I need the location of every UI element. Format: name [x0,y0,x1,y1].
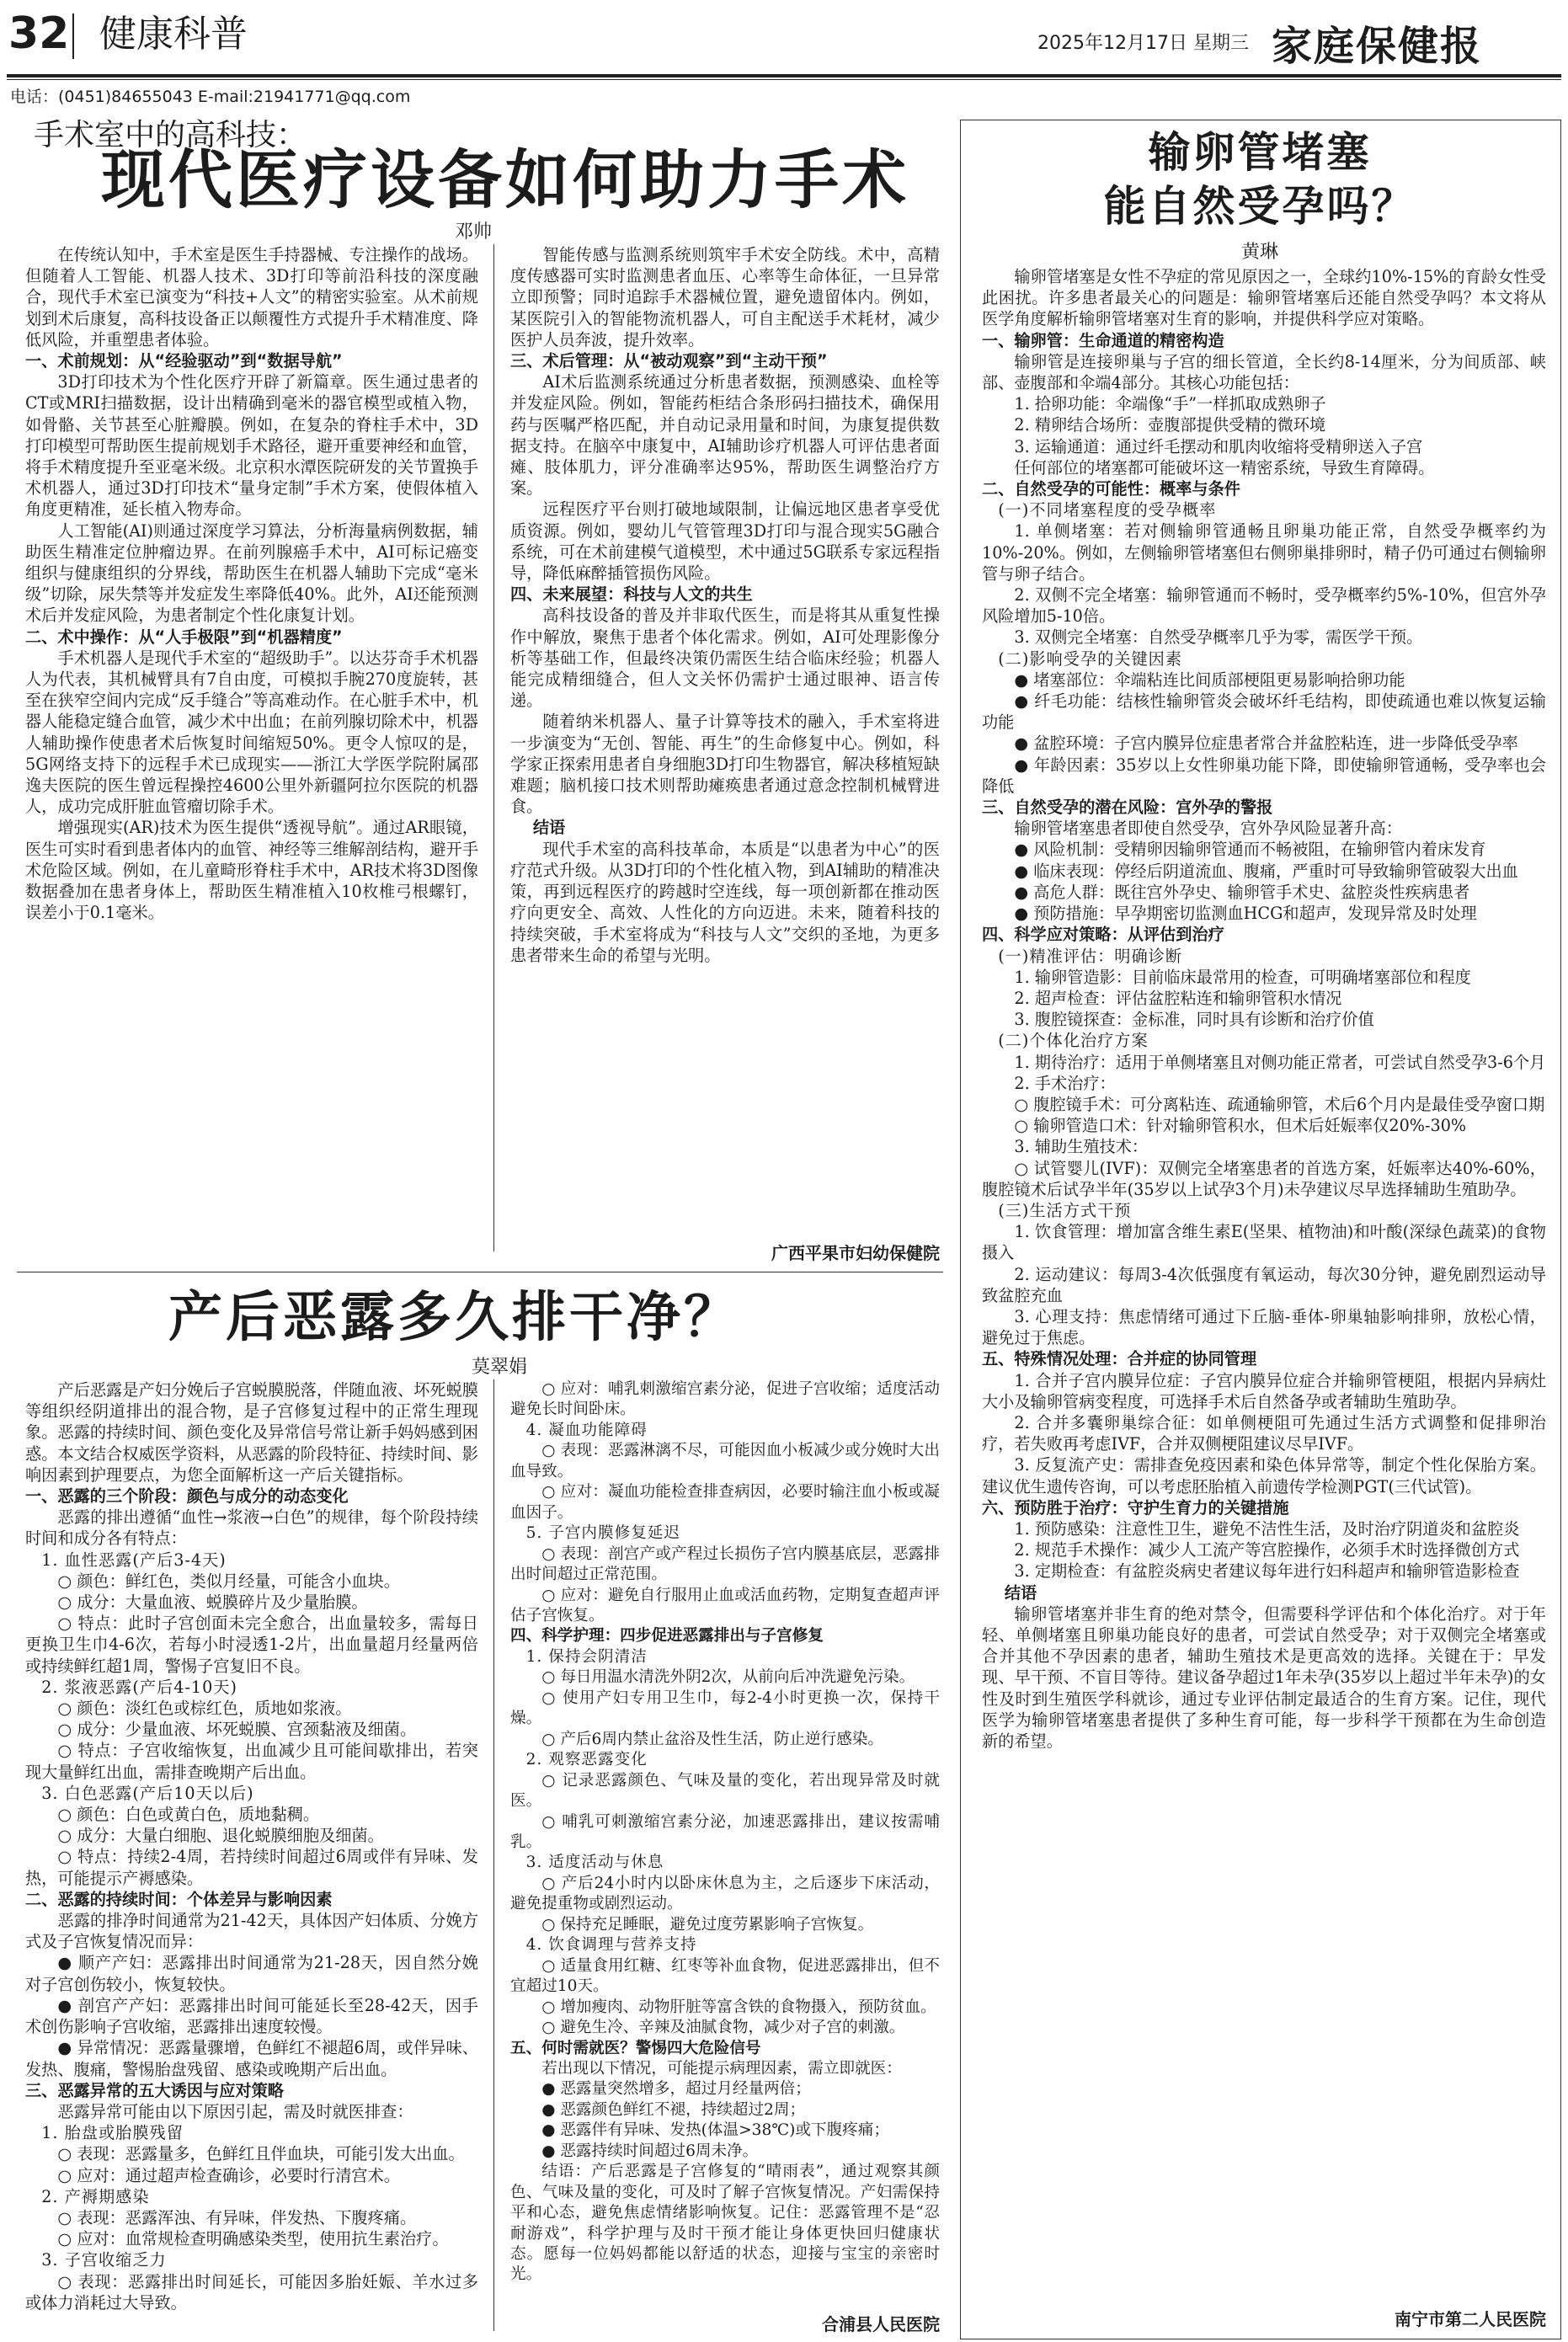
body-paragraph: ○ 表现：恶露排出时间延长，可能因多胎妊娠、羊水过多或体力消耗过大导致。 [25,2271,478,2313]
body-paragraph: ● 年龄因素：35岁以上女性卵巢功能下降，即使输卵管通畅，受孕率也会降低 [982,755,1546,796]
section-heading: 三、术后管理：从“被动观察”到“主动干预” [510,351,828,371]
subsection-heading: 2. 浆液恶露(产后4-10天) [41,1677,237,1697]
body-paragraph: ○ 颜色：鲜红色，类似月经量，可能含小血块。 [57,1571,400,1591]
body-paragraph: 远程医疗平台则打破地域限制，让偏远地区患者享受优质资源。例如，婴幼儿气管管理3D打印与混合现实5G融合系统，可在术前建模气道模型，术中通过5G联系专家远程指导，降低麻醉插管损伤风险。 [510,499,940,584]
body-paragraph: ● 高危人群：既往宫外孕史、输卵管手术史、盆腔炎性疾病患者 [1014,882,1470,902]
body-paragraph: 2. 手术治疗： [1014,1073,1116,1093]
subsection-heading: 5. 子宫内膜修复延迟 [525,1524,680,1543]
section-heading: 五、特殊情况处理：合并症的协同管理 [982,1349,1257,1369]
body-paragraph: 人工智能(AI)则通过深度学习算法，分析海量病例数据，辅助医生精准定位肿瘤边界。在前列腺癌手术中，AI可标记癌变组织与健康组织的分界线，帮助医生在机器人辅助下完成“毫米级”切除，尿失禁等并发症发生率降低40%。此外，AI还能预测术后并发症风险，为患者制定个性化康复计划。 [25,520,478,626]
body-paragraph: 3. 定期检查：有盆腔炎病史者建议每年进行妇科超声和输卵管造影检查 [1014,1561,1520,1582]
body-paragraph: 3. 反复流产史：需排查免疫因素和染色体异常等，制定个性化保胎方案。建议优生遗传咨询，可以考虑胚胎植入前遗传学检测PGT(三代试管)。 [982,1455,1546,1496]
article2-column-2 [510,1379,940,2309]
contact-line: 电话：(0451)84655043 E-mail:21941771@qq.com [10,88,411,106]
body-paragraph: 1. 输卵管造影：目前临床最常用的检查，可明确堵塞部位和程度 [1014,967,1471,987]
body-paragraph: ● 盆腔环境：子宫内膜异位症患者常合并盆腔粘连，进一步降低受孕率 [1014,734,1518,754]
section-heading: 一、输卵管：生命通道的精密构造 [982,330,1224,350]
body-paragraph: ○ 哺乳可刺激缩宫素分泌，加速恶露排出，建议按需哺乳。 [510,1812,940,1851]
body-paragraph: ○ 应对：血常规检查明确感染类型，使用抗生素治疗。 [57,2229,449,2249]
section-heading: 三、自然受孕的潜在风险：宫外孕的警报 [982,798,1273,818]
body-paragraph: 3D打印技术为个性化医疗开辟了新篇章。医生通过患者的CT或MRI扫描数据，设计出精确到毫米的器官模型或植入物，如骨骼、关节甚至心脏瓣膜。例如，在复杂的脊柱手术中，3D打印模型可帮助医生提前规划手术路径，避开重要神经和血管，将手术精度提升至亚毫米级。北京积水潭医院研发的关节置换手术机器人，通过3D打印技术“量身定制”手术方案，使假体植入角度更精准，延长植入物寿命。 [25,372,478,520]
body-paragraph: ● 恶露颜色鲜红不褪，持续超过2周； [541,2100,806,2119]
body-paragraph: ○ 成分：少量血液、坏死蜕膜、宫颈黏液及细菌。 [57,1720,417,1740]
article2-column-1 [25,1379,478,2336]
article3-body [982,266,1546,2297]
section-title: 健康科普 [99,13,248,56]
subsection-heading: 1. 保持会阴清洁 [525,1647,648,1666]
body-paragraph: ○ 表现：恶露淋漓不尽，可能因血小板减少或分娩时大出血导致。 [510,1442,940,1480]
body-paragraph: 恶露的排出遵循“血性→浆液→白色”的规律，每个阶段持续时间和成分各有特点： [25,1507,478,1549]
section-heading: 六、预防胜于治疗：守护生育力的关键措施 [982,1497,1289,1518]
section-heading: 一、术前规划：从“经验驱动”到“数据导航” [25,351,343,371]
body-paragraph: ○ 颜色：白色或黄白色，质地黏稠。 [57,1805,320,1825]
section-heading: 一、恶露的三个阶段：颜色与成分的动态变化 [25,1486,349,1507]
article2-source: 合浦县人民医院 [822,2314,940,2334]
body-paragraph: ○ 表现：恶露浑浊、有异味，伴发热、下腹疼痛。 [57,2207,417,2227]
subsection-heading: 2. 观察恶露变化 [525,1751,648,1769]
body-paragraph: 产后恶露是产妇分娩后子宫蜕膜脱落，伴随血液、坏死蜕膜等组织经阴道排出的混合物，是子宫修复过程中的正常生理现象。恶露的持续时间、颜色变化及异常信号常让新手妈妈感到困惑。本文结合权威医学资料，从恶露的阶段特征、持续时间、影响因素到护理要点，为您全面解析这一产后关键指标。 [25,1380,478,1485]
body-paragraph: 输卵管堵塞并非生育的绝对禁令，但需要科学评估和个体化治疗。对于年轻、单侧堵塞且卵巢功能良好的患者，可尝试自然受孕；对于双侧完全堵塞或合并其他不孕因素的患者，辅助生殖技术是更高效的选择。关键在于：早发现、早干预、不盲目等待。建议备孕超过1年未孕(35岁以上超过半年未孕)的女性及时到生殖医学科就诊，通过专业评估制定最适合的生育方案。记住，现代医学为输卵管堵塞患者提供了多种生育可能，每一步科学干预都在为生命创造新的希望。 [982,1603,1546,1752]
article3-author: 黄琳 [1240,242,1278,263]
section-heading: 二、自然受孕的可能性：概率与条件 [982,479,1240,499]
body-paragraph: 1. 合并子宫内膜异位症：子宫内膜异位症合并输卵管梗阻，根据内异病灶大小及输卵管病变程度，可选择手术后自然备孕或者辅助生殖助孕。 [982,1370,1546,1411]
body-paragraph: ○ 表现：剖宫产或产程过长损伤子宫内膜基底层，恶露排出时间超过正常范围。 [510,1544,940,1584]
body-paragraph: 输卵管是连接卵巢与子宫的细长管道，全长约8-14厘米，分为间质部、峡部、壶腹部和伞端4部分。其核心功能包括： [982,351,1546,393]
body-paragraph: 现代手术室的高科技革命，本质是“以患者为中心”的医疗范式升级。从3D打印的个性化植入物，到AI辅助的精准决策，再到远程医疗的跨越时空连线，每一项创新都在推动医疗向更安全、高效、人性化的方向迈进。未来，随着科技的持续突破，手术室将成为“科技与人文”交织的圣地，为更多患者带来生命的希望与光明。 [510,839,940,965]
article1-column-1 [25,244,478,1260]
subsection-heading: 1. 血性恶露(产后3-4天) [41,1550,227,1570]
body-paragraph: 1. 预防感染：注意性卫生，避免不洁性生活，及时治疗阴道炎和盆腔炎 [1014,1518,1520,1539]
subsection-heading: (二)影响受孕的关键因素 [998,648,1183,669]
body-paragraph: ○ 使用产妇专用卫生巾，每2-4小时更换一次，保持干燥。 [510,1688,940,1728]
body-paragraph: 1. 拾卵功能：伞端像“手”一样抓取成熟卵子 [1014,394,1326,414]
section-heading: 二、术中操作：从“人手极限”到“机器精度” [25,627,343,647]
body-paragraph: ○ 表现：恶露量多，色鲜红且伴血块，可能引发大出血。 [57,2144,465,2164]
body-paragraph: 恶露异常可能由以下原因引起，需及时就医排查： [57,2101,413,2121]
body-paragraph: ● 堵塞部位：伞端粘连比间质部梗阻更易影响拾卵功能 [1014,670,1405,690]
subsection-heading: 4. 凝血功能障碍 [525,1421,648,1439]
body-paragraph: 任何部位的堵塞都可能破坏这一精密系统，导致生育障碍。 [1014,457,1435,477]
body-paragraph: 若出现以下情况，可能提示病理因素，需立即就医： [541,2059,902,2078]
body-paragraph: ● 异常情况：恶露量骤增，色鲜红不褪超6周，或伴异味、发热、腹痛，警惕胎盘残留、感染或晚期产后出血。 [25,2038,478,2079]
body-paragraph: 2. 合并多囊卵巢综合征：如单侧梗阻可先通过生活方式调整和促排卵治疗，若失败再考虑IVF，合并双侧梗阻建议尽早IVF。 [982,1412,1546,1454]
article3-title-line2: 能自然受孕吗？ [1103,181,1416,231]
subsection-heading: 3. 白色恶露(产后10天以后) [41,1783,254,1803]
header-rule-thin [7,79,1561,80]
body-paragraph: ● 预防措施：早孕期密切监测血HCG和超声，发现异常及时处理 [1014,904,1477,924]
body-paragraph: ○ 颜色：淡红色或棕红色，质地如浆液。 [57,1699,352,1719]
conclusion-heading: 结语 [532,818,566,838]
article2-author: 莫翠娟 [472,1357,528,1378]
body-paragraph: 3. 双侧完全堵塞：自然受孕概率几乎为零，需医学干预。 [1014,627,1423,648]
column-divider [493,244,494,1251]
page-number: 32 [8,8,70,59]
body-paragraph: 手术机器人是现代手术室的“超级助手”。以达芬奇手术机器人为代表，其机械臂具有7自由度，可模拟手腕270度旋转，甚至在狭窄空间内完成“反手缝合”等高难动作。在心脏手术中，机器人能稳定缝合血管，减少术中出血；在前列腺切除术中，机器人辅助操作使患者术后恢复时间缩短50%。更令人惊叹的是，5G网络支持下的远程手术已成现实——浙江大学医学院附属邵逸夫医院的医生曾远程操控4600公里外新疆阿拉尔医院的机器人，成功完成肝脏血管瘤切除手术。 [25,648,478,817]
newspaper-title: 家庭保健报 [1272,23,1483,70]
body-paragraph: ○ 特点：子宫收缩恢复，出血减少且可能间歇排出，若突现大量鲜红出血，需排查晚期产后出血。 [25,1741,478,1782]
header-rule [7,74,1561,77]
section-heading: 五、何时需就医？警惕四大危险信号 [510,2039,761,2057]
issue-date: 2025年12月17日 星期三 [1037,33,1249,54]
article1-column-2 [510,244,940,1238]
body-paragraph: 2. 精卵结合场所：壶腹部提供受精的微环境 [1014,415,1326,435]
article1-kicker: 手术室中的高科技： [34,118,307,152]
conclusion-heading: 结语 [1004,1582,1037,1603]
body-paragraph: 1. 饮食管理：增加富含维生素E(坚果、植物油)和叶酸(深绿色蔬菜)的食物摄入 [982,1222,1546,1263]
body-paragraph: 智能传感与监测系统则筑牢手术安全防线。术中，高精度传感器可实时监测患者血压、心率等生命体征，一旦异常立即预警；同时追踪手术器械位置，避免遗留体内。例如，某医院引入的智能物流机器人，可自主配送手术耗材，减少医护人员奔波，提升效率。 [510,245,940,349]
body-paragraph: 3. 辅助生殖技术： [1014,1137,1149,1157]
body-paragraph: 输卵管堵塞是女性不孕症的常见原因之一，全球约10%-15%的育龄女性受此困扰。许多患者最关心的问题是：输卵管堵塞后还能自然受孕吗？本文将从医学角度解析输卵管堵塞对生育的影响，并提供科学应对策略。 [982,267,1546,329]
body-paragraph: 输卵管堵塞患者即使自然受孕，宫外孕风险显著升高： [1014,819,1402,839]
body-paragraph: ○ 保持充足睡眠，避免过度劳累影响子宫恢复。 [541,1915,874,1934]
body-paragraph: ● 顺产产妇：恶露排出时间通常为21-28天，因自然分娩对子宫创伤较小，恢复较快。 [25,1953,478,1994]
section-heading: 四、未来展望：科技与人文的共生 [510,584,753,605]
body-paragraph: ● 临床表现：停经后阴道流血、腹痛，严重时可导致输卵管破裂大出血 [1014,861,1518,881]
body-paragraph: ○ 应对：哺乳刺激缩宫素分泌，促进子宫收缩；适度活动避免长时间卧床。 [510,1380,940,1419]
subsection-heading: 4. 饮食调理与营养支持 [525,1936,697,1955]
article2-title: 产后恶露多久排干净？ [168,1286,741,1349]
body-paragraph: ● 恶露量突然增多，超过月经量两倍； [541,2080,811,2099]
section-heading: 四、科学护理：四步促进恶露排出与子宫修复 [510,1627,824,1646]
body-paragraph: ○ 特点：持续2-4周，若持续时间超过6周或伴有异味、发热，可能提示产褥感染。 [25,1847,478,1888]
body-paragraph: ○ 产后6周内禁止盆浴及性生活，防止逆行感染。 [541,1730,884,1748]
body-paragraph: ○ 应对：凝血功能检查排查病因，必要时输注血小板或凝血因子。 [510,1483,940,1522]
body-paragraph: 随着纳米机器人、量子计算等技术的融入，手术室将进一步演变为“无创、智能、再生”的生命修复中心。例如，科学家正探索用患者自身细胞3D打印生物器官，解决移植短缺难题；脑机接口技术则帮助瘫痪患者通过意念控制机械臂进食。 [510,712,940,817]
article1-source: 广西平果市妇幼保健院 [771,1243,940,1263]
subsection-heading: 1. 胎盘或胎膜残留 [41,2123,184,2143]
subsection-heading: (二)个体化治疗方案 [998,1031,1149,1051]
subsection-heading: 3. 适度活动与休息 [525,1854,664,1872]
section-heading: 三、恶露异常的五大诱因与应对策略 [25,2080,284,2100]
body-paragraph: 2. 规范手术操作：减少人工流产等宫腔操作，必须手术时选择微创方式 [1014,1540,1520,1560]
body-paragraph: ● 剖宫产产妇：恶露排出时间可能延长至28-42天，因手术创伤影响子宫收缩，恶露排出速度较慢。 [25,1995,478,2037]
body-paragraph: ○ 增加瘦肉、动物肝脏等富含铁的食物摄入，预防贫血。 [541,1998,936,2016]
body-paragraph: ○ 产后24小时内以卧床休息为主，之后逐步下床活动，避免提重物或剧烈运动。 [510,1874,940,1913]
subsection-heading: 3. 子宫收缩乏力 [41,2250,167,2270]
header-divider [72,13,74,59]
body-paragraph: ○ 应对：通过超声检查确诊，必要时行清宫术。 [57,2165,400,2185]
body-paragraph: 2. 运动建议：每周3-4次低强度有氧运动，每次30分钟，避免剧烈运动导致盆腔充血 [982,1264,1546,1305]
body-paragraph: ○ 成分：大量白细胞、退化蜕膜细胞及细菌。 [57,1826,384,1846]
body-paragraph: ● 纤毛功能：结核性输卵管炎会破坏纤毛结构，即使疏通也难以恢复运输功能 [982,691,1546,733]
body-paragraph: 3. 运输通道：通过纤毛摆动和肌肉收缩将受精卵送入子宫 [1014,436,1423,456]
body-paragraph: ○ 腹腔镜手术：可分离粘连、疏通输卵管，术后6个月内是最佳受孕窗口期 [1014,1094,1545,1114]
body-paragraph: 增强现实(AR)技术为医生提供“透视导航”。通过AR眼镜，医生可实时看到患者体内的血管、神经等三维解剖结构，避开手术危险区域。例如，在儿童畸形脊柱手术中，AR技术将3D图像数据叠加在患者身体上，帮助医生精准植入10枚椎弓根螺钉，误差小于0.1毫米。 [25,818,478,923]
body-paragraph: 2. 超声检查：评估盆腔粘连和输卵管积水情况 [1014,988,1342,1008]
body-paragraph: 恶露的排净时间通常为21-42天，具体因产妇体质、分娩方式及子宫恢复情况而异： [25,1911,478,1952]
body-paragraph: 高科技设备的普及并非取代医生，而是将其从重复性操作中解放，聚焦于患者个体化需求。例如，AI可处理影像分析等基础工作，但最终决策仍需医生结合临床经验；机器人能完成精细缝合，但人文关怀仍需护士通过眼神、语言传递。 [510,606,940,711]
body-paragraph: ○ 成分：大量血液、蜕膜碎片及少量胎膜。 [57,1592,368,1613]
body-paragraph: 在传统认知中，手术室是医生手持器械、专注操作的战场。但随着人工智能、机器人技术、3D打印等前沿科技的深度融合，现代手术室已演变为“科技+人文”的精密实验室。从术前规划到术后康复，高科技设备正以颠覆性方式提升手术精准度、降低风险，并重塑患者体验。 [25,245,478,349]
body-paragraph: ○ 输卵管造口术：针对输卵管积水，但术后妊娠率仅20%-30% [1014,1116,1467,1136]
body-paragraph: ○ 记录恶露颜色、气味及量的变化，若出现异常及时就医。 [510,1771,940,1811]
subsection-heading: 2. 产褥期感染 [41,2186,150,2206]
subsection-heading: (一)精准评估：明确诊断 [998,946,1183,966]
body-paragraph: 3. 腹腔镜探查：金标准，同时具有诊断和治疗价值 [1014,1010,1374,1030]
body-paragraph: ○ 试管婴儿(IVF)：双侧完全堵塞患者的首选方案，妊娠率达40%-60%，腹腔镜术后试孕半年(35岁以上试孕3个月)未孕建议尽早选择辅助生殖助孕。 [982,1158,1546,1199]
body-paragraph: ● 风险机制：受精卵因输卵管通而不畅被阻，在输卵管内着床发育 [1014,840,1486,860]
body-paragraph: ○ 每日用温水清洗外阴2次，从前向后冲洗避免污染。 [541,1668,915,1687]
body-paragraph: ○ 避免生冷、辛辣及油腻食物，减少对子宫的刺激。 [541,2019,905,2037]
body-paragraph: 1. 单侧堵塞：若对侧输卵管通畅且卵巢功能正常，自然受孕概率约为10%-20%。例如，左侧输卵管堵塞但右侧卵巢排卵时，精子仍可通过右侧输卵管与卵子结合。 [982,521,1546,584]
body-paragraph: 3. 心理支持：焦虑情绪可通过下丘脑-垂体-卵巢轴影响排卵，放松心情，避免过于焦虑。 [982,1306,1546,1348]
body-paragraph: ● 恶露伴有异味、发热(体温>38℃)或下腹疼痛； [541,2121,889,2140]
subsection-heading: (一)不同堵塞程度的受孕概率 [998,500,1217,520]
body-paragraph: ○ 适量食用红糖、红枣等补血食物，促进恶露排出，但不宜超过10天。 [510,1956,940,1996]
article3-source: 南宁市第二人民医院 [1395,2309,1546,2329]
body-paragraph: 1. 期待治疗：适用于单侧堵塞且对侧功能正常者，可尝试自然受孕3-6个月 [1014,1052,1546,1072]
body-paragraph: AI术后监测系统通过分析患者数据，预测感染、血栓等并发症风险。例如，智能药柜结合条形码扫描技术，确保用药与医嘱严格匹配，并自动记录用量和时间，为康复提供数据支持。在脑卒中康复中，AI辅助诊疗机器人可评估患者面瘫、肢体肌力，评分准确率达95%，帮助医生调整治疗方案。 [510,372,940,499]
article1-author: 邓帅 [455,221,493,243]
article3-title-line1: 输卵管堵塞 [1148,127,1372,177]
body-paragraph: ● 恶露持续时间超过6周未净。 [541,2142,759,2160]
section-heading: 二、恶露的持续时间：个体差异与影响因素 [25,1889,333,1909]
section-heading: 四、科学应对策略：从评估到治疗 [982,925,1224,945]
subsection-heading: (三)生活方式干预 [998,1200,1132,1220]
body-paragraph: 结语：产后恶露是子宫修复的“晴雨表”，通过观察其颜色、气味及量的变化，可及时了解子宫恢复情况。产妇需保持平和心态，避免焦虑情绪影响恢复。记住：恶露管理不是“忍耐游戏”，科学护理与及时干预才能让身体更快回归健康状态。愿每一位妈妈都能以舒适的状态，迎接与宝宝的亲密时光。 [510,2163,940,2284]
body-paragraph: 2. 双侧不完全堵塞：输卵管通而不畅时，受孕概率约5%-10%，但宫外孕风险增加5-10倍。 [982,585,1546,627]
article1-title: 现代医疗设备如何助力手术 [101,142,909,217]
body-paragraph: ○ 应对：避免自行服用止血或活血药物，定期复查超声评估子宫恢复。 [510,1586,940,1624]
column-divider [493,1379,494,2331]
body-paragraph: ○ 特点：此时子宫创面未完全愈合，出血量较多，需每日更换卫生巾4-6次，若每小时浸透1-2片，出血量超月经量两倍或持续鲜红超1周，警惕子宫复旧不良。 [25,1614,478,1676]
